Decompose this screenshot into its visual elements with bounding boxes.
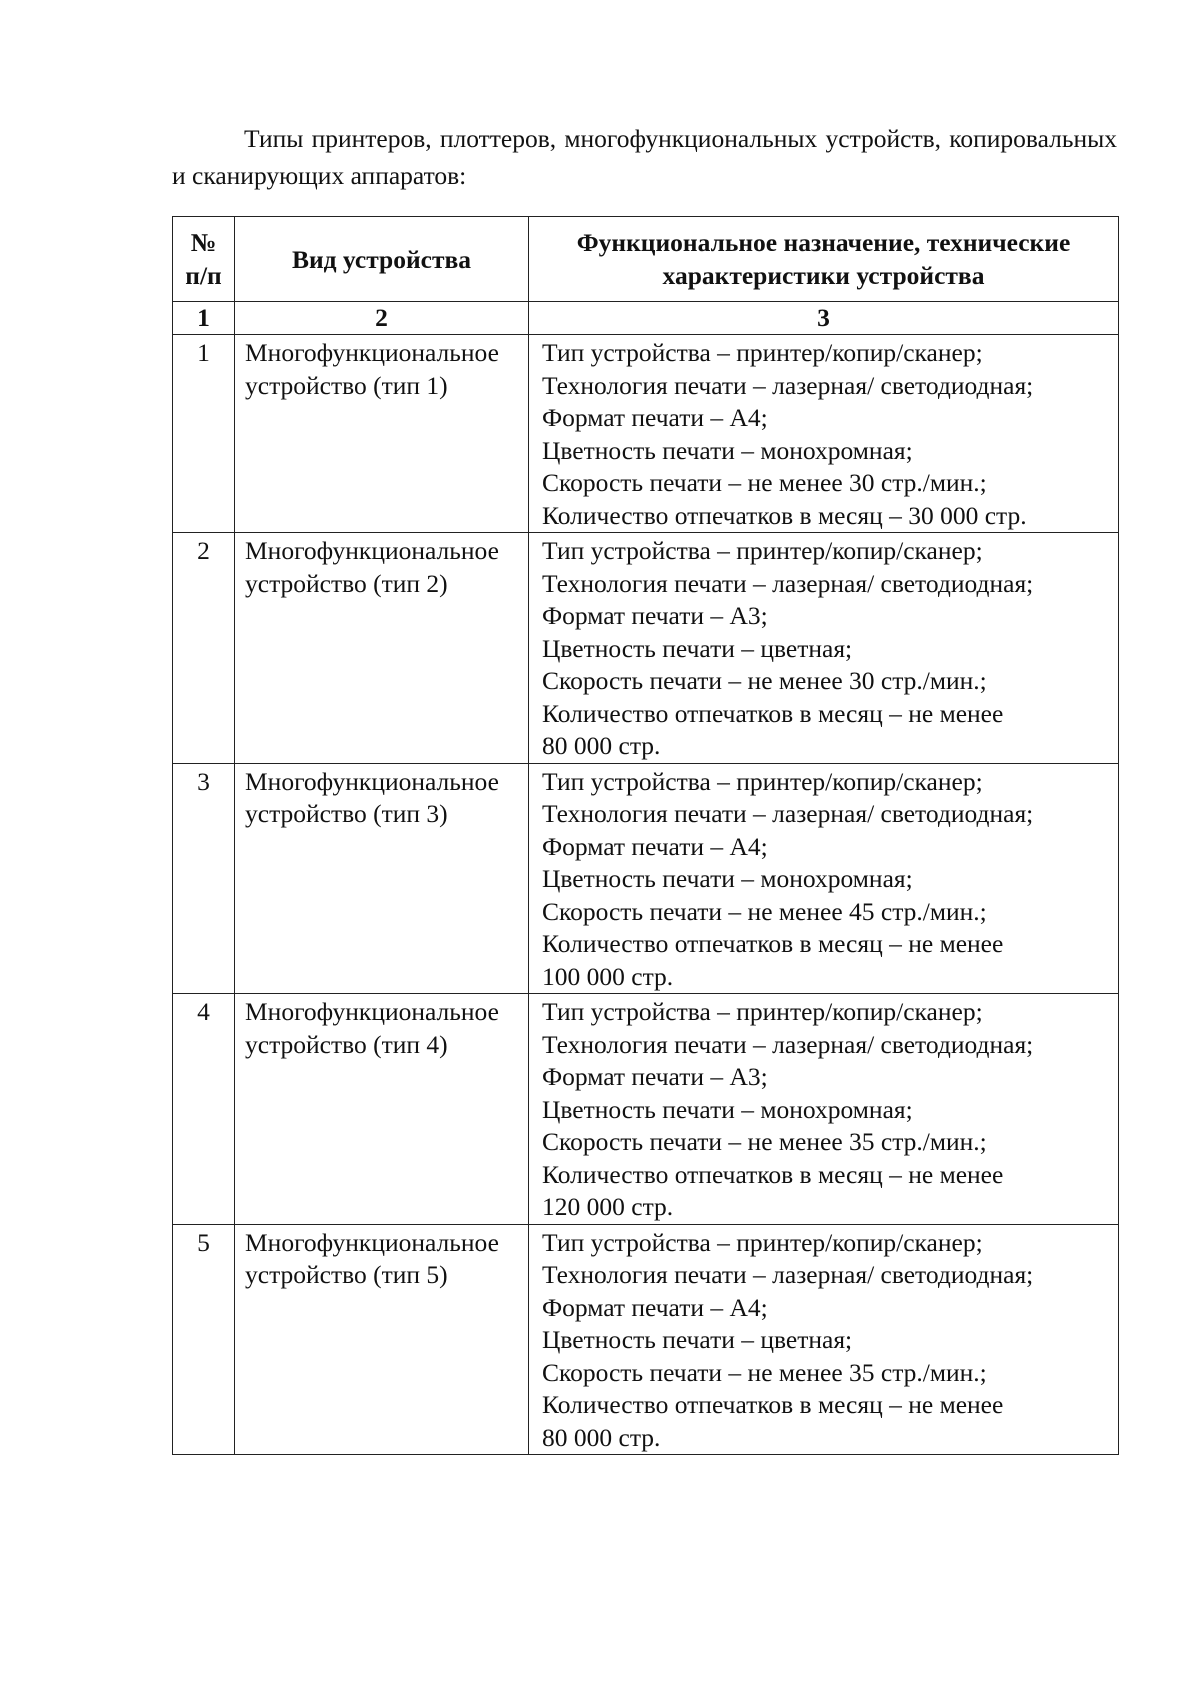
row-number: 5 [173,1224,235,1455]
spec-line: Тип устройства – принтер/копир/сканер; [542,997,983,1026]
spec-line: Цветность печати – цветная; [542,633,853,663]
device-kind-cell [235,533,529,764]
spec-line: Цветность печати – монохромная; [542,435,913,465]
device-kind-cell [235,1224,529,1455]
device-spec-cell [529,533,1119,764]
spec-line: Количество отпечатков в месяц – не менее [542,929,1004,958]
device-kind-line: Многофункциональное [245,536,499,565]
table-row [173,994,1119,1225]
row-number: 1 [173,335,235,533]
spec-line: Формат печати – А3; [542,601,768,630]
device-kind-line: устройство (тип 4) [245,1029,448,1059]
row-number: 4 [173,994,235,1225]
header-kind: Вид устройства [235,217,529,302]
device-kind-line: Многофункциональное [245,997,499,1026]
spec-line: Технология печати – лазерная/ светодиодная; [542,1260,1034,1289]
spec-line: Количество отпечатков в месяц – не менее [542,698,1004,728]
table-row [173,533,1119,764]
spec-line: Формат печати – А4; [542,831,768,861]
spec-line: Технология печати – лазерная/ светодиодная; [542,568,1034,598]
table-body [173,335,1119,1455]
device-kind-line: устройство (тип 2) [245,568,448,598]
table-row [173,1224,1119,1455]
spec-line: Количество отпечатков в месяц – не менее [542,1390,1004,1419]
spec-line: Технология печати – лазерная/ светодиодная; [542,799,1034,828]
column-number: 2 [235,302,529,335]
device-kind-line: устройство (тип 5) [245,1260,448,1289]
device-kind-cell [235,763,529,994]
header-num: № п/п [173,217,235,302]
spec-line: Формат печати – А3; [542,1062,768,1091]
spec-line: 80 000 стр. [542,731,661,760]
column-number-row [173,302,1119,335]
spec-line: Цветность печати – монохромная; [542,864,913,893]
device-kind-cell [235,335,529,533]
spec-line: Тип устройства – принтер/копир/сканер; [542,536,983,565]
spec-line: Технология печати – лазерная/ светодиодная; [542,1029,1034,1059]
device-spec-cell [529,1224,1119,1455]
intro-paragraph: Типы принтеров, плоттеров, многофункциональных устройств, копировальных и сканирующих аппаратов: [172,124,1117,190]
header-spec: Функциональное назначение, технические характеристики устройства [529,217,1119,302]
spec-line: Скорость печати – не менее 35 стр./мин.; [542,1357,987,1387]
table-row [173,335,1119,533]
spec-line: Тип устройства – принтер/копир/сканер; [542,766,983,796]
device-spec-cell [529,763,1119,994]
device-kind-line: Многофункциональное [245,766,499,796]
spec-line: Скорость печати – не менее 45 стр./мин.; [542,896,987,926]
column-number: 3 [529,302,1119,335]
device-kind-line: Многофункциональное [245,1227,499,1257]
spec-line: Количество отпечатков в месяц – 30 000 стр. [542,500,1027,530]
spec-line: Скорость печати – не менее 30 стр./мин.; [542,468,987,497]
spec-line: Формат печати – А4; [542,1292,768,1322]
row-number: 2 [173,533,235,764]
column-number: 1 [173,302,235,335]
spec-line: 100 000 стр. [542,961,674,991]
spec-line: Тип устройства – принтер/копир/сканер; [542,338,983,367]
row-number: 3 [173,763,235,994]
table-row [173,763,1119,994]
table-header-row [173,217,1119,302]
spec-line: Цветность печати – монохромная; [542,1094,913,1124]
spec-line: Формат печати – А4; [542,403,768,432]
spec-line: Количество отпечатков в месяц – не менее [542,1159,1004,1189]
spec-line: Тип устройства – принтер/копир/сканер; [542,1227,983,1257]
device-kind-line: устройство (тип 3) [245,799,448,828]
device-kind-cell [235,994,529,1225]
spec-line: Скорость печати – не менее 35 стр./мин.; [542,1127,987,1156]
device-types-table [172,216,1119,1455]
spec-line: Цветность печати – цветная; [542,1325,853,1354]
spec-line: 80 000 стр. [542,1422,661,1452]
spec-line: 120 000 стр. [542,1192,674,1221]
device-kind-line: Многофункциональное [245,338,499,367]
device-spec-cell [529,994,1119,1225]
spec-line: Технология печати – лазерная/ светодиодная; [542,370,1034,400]
device-kind-line: устройство (тип 1) [245,370,448,400]
spec-line: Скорость печати – не менее 30 стр./мин.; [542,666,987,695]
device-spec-cell [529,335,1119,533]
